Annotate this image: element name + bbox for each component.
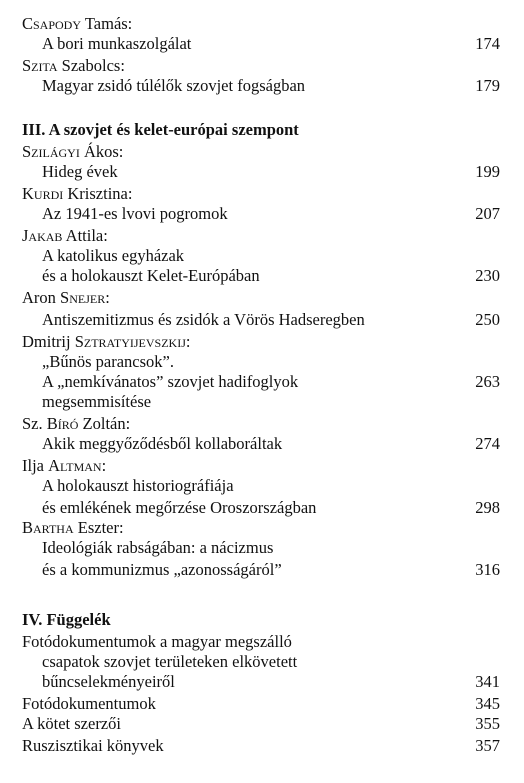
toc-entry: [42, 246, 500, 266]
toc-entry: [42, 352, 500, 372]
toc-entry: [42, 560, 500, 580]
toc-entry: [22, 714, 500, 734]
toc-entry: [42, 372, 500, 392]
toc-entry: [42, 310, 500, 330]
entry-title: csapatok szovjet területeken elkövetett: [42, 652, 298, 671]
entry-title: Ideológiák rabságában: a nácizmus: [42, 538, 274, 557]
author-name-suffix: Szabolcs:: [57, 56, 125, 75]
entry-title: „Bűnös parancsok”.: [42, 352, 174, 371]
entry-title: Fotódokumentumok: [22, 694, 156, 713]
page-number: 316: [475, 560, 500, 579]
entry-title: Fotódokumentumok a magyar megszálló: [22, 632, 292, 651]
page-number: 263: [475, 372, 500, 391]
entry-title: Antiszemitizmus és zsidók a Vörös Hadseregben: [42, 310, 365, 329]
author-surname: Altman: [48, 456, 102, 475]
author-surname: Snejer: [60, 288, 106, 307]
toc-section-heading: [22, 120, 524, 140]
entry-title: A „nemkívánatos” szovjet hadifoglyok: [42, 372, 299, 391]
toc-author: [22, 518, 524, 538]
toc-author: [22, 14, 524, 34]
section-heading-text: IV. Függelék: [22, 610, 111, 629]
author-given-name: Aron: [22, 288, 61, 307]
toc-entry: [42, 392, 500, 412]
page-number: 341: [475, 672, 500, 691]
author-name-suffix: :: [185, 332, 191, 351]
entry-title: Akik meggyőződésből kollaboráltak: [42, 434, 283, 453]
author-surname: Jakab: [22, 226, 63, 245]
entry-title: Hideg évek: [42, 162, 118, 181]
author-name-suffix: :: [101, 456, 107, 475]
toc-entry: [42, 162, 500, 182]
section-heading-text: III. A szovjet és kelet-európai szempont: [22, 120, 299, 139]
toc-entry: [42, 434, 500, 454]
author-name-suffix: Krisztina:: [63, 184, 133, 203]
page-number: 355: [475, 714, 500, 733]
author-name-suffix: Ákos:: [79, 142, 124, 161]
entry-title: Az 1941-es lvovi pogromok: [42, 204, 228, 223]
toc-entry: [42, 476, 500, 496]
author-name-suffix: :: [105, 288, 110, 307]
author-surname: Bartha: [22, 518, 74, 537]
author-surname: Sztratyijevszkij: [74, 332, 186, 351]
author-surname: Szilágyi: [22, 142, 80, 161]
toc-section-heading: [22, 610, 524, 630]
toc-entry: [42, 672, 500, 692]
toc-entry: [42, 266, 500, 286]
page-number: 174: [475, 34, 500, 53]
entry-title: A holokauszt historiográfiája: [42, 476, 234, 495]
author-given-name: Dmitrij: [22, 332, 75, 351]
toc-entry: [42, 34, 500, 54]
page-number: 207: [475, 204, 500, 223]
toc-author: [22, 56, 524, 76]
entry-title: Magyar zsidó túlélők szovjet fogságban: [42, 76, 306, 95]
author-surname: Kurdi: [22, 184, 64, 203]
entry-title: A bori munkaszolgálat: [42, 34, 192, 53]
toc-author: [22, 414, 524, 434]
toc-entry: [42, 538, 500, 558]
page-number: 230: [475, 266, 500, 285]
toc-author: [22, 142, 524, 162]
page-number: 298: [475, 498, 500, 517]
page-number: 357: [475, 736, 500, 755]
page-number: 345: [475, 694, 500, 713]
page-number: 274: [475, 434, 500, 453]
toc-entry: [42, 652, 500, 672]
author-surname: Bíró: [46, 414, 79, 433]
page-number: 250: [475, 310, 500, 329]
toc-author: [22, 184, 524, 204]
entry-title: Ruszisztikai könyvek: [22, 736, 164, 755]
toc-entry: [22, 632, 500, 652]
toc-entry: [22, 736, 500, 756]
toc-author: [22, 226, 524, 246]
author-surname: Szita: [22, 56, 58, 75]
entry-title: és emlékének megőrzése Oroszországban: [42, 498, 317, 517]
author-given-name: Sz.: [22, 414, 47, 433]
toc-author: [22, 332, 524, 352]
author-given-name: Ilja: [22, 456, 49, 475]
entry-title: A katolikus egyházak: [42, 246, 185, 265]
author-name-suffix: Tamás:: [81, 14, 133, 33]
toc-entry: [22, 694, 500, 714]
toc-entry: [42, 76, 500, 96]
entry-title: megsemmisítése: [42, 392, 152, 411]
toc-entry: [42, 204, 500, 224]
toc-entry: [42, 498, 500, 518]
toc-author: [22, 288, 524, 308]
author-name-suffix: Zoltán:: [78, 414, 131, 433]
entry-title: és a kommunizmus „azonosságáról”: [42, 560, 282, 579]
author-name-suffix: Attila:: [62, 226, 108, 245]
toc-author: [22, 456, 524, 476]
entry-title: és a holokauszt Kelet-Európában: [42, 266, 260, 285]
entry-title: A kötet szerzői: [22, 714, 121, 733]
author-surname: Csapody: [22, 14, 82, 33]
page-number: 199: [475, 162, 500, 181]
entry-title: bűncselekményeiről: [42, 672, 175, 691]
author-name-suffix: Eszter:: [73, 518, 124, 537]
page-number: 179: [475, 76, 500, 95]
